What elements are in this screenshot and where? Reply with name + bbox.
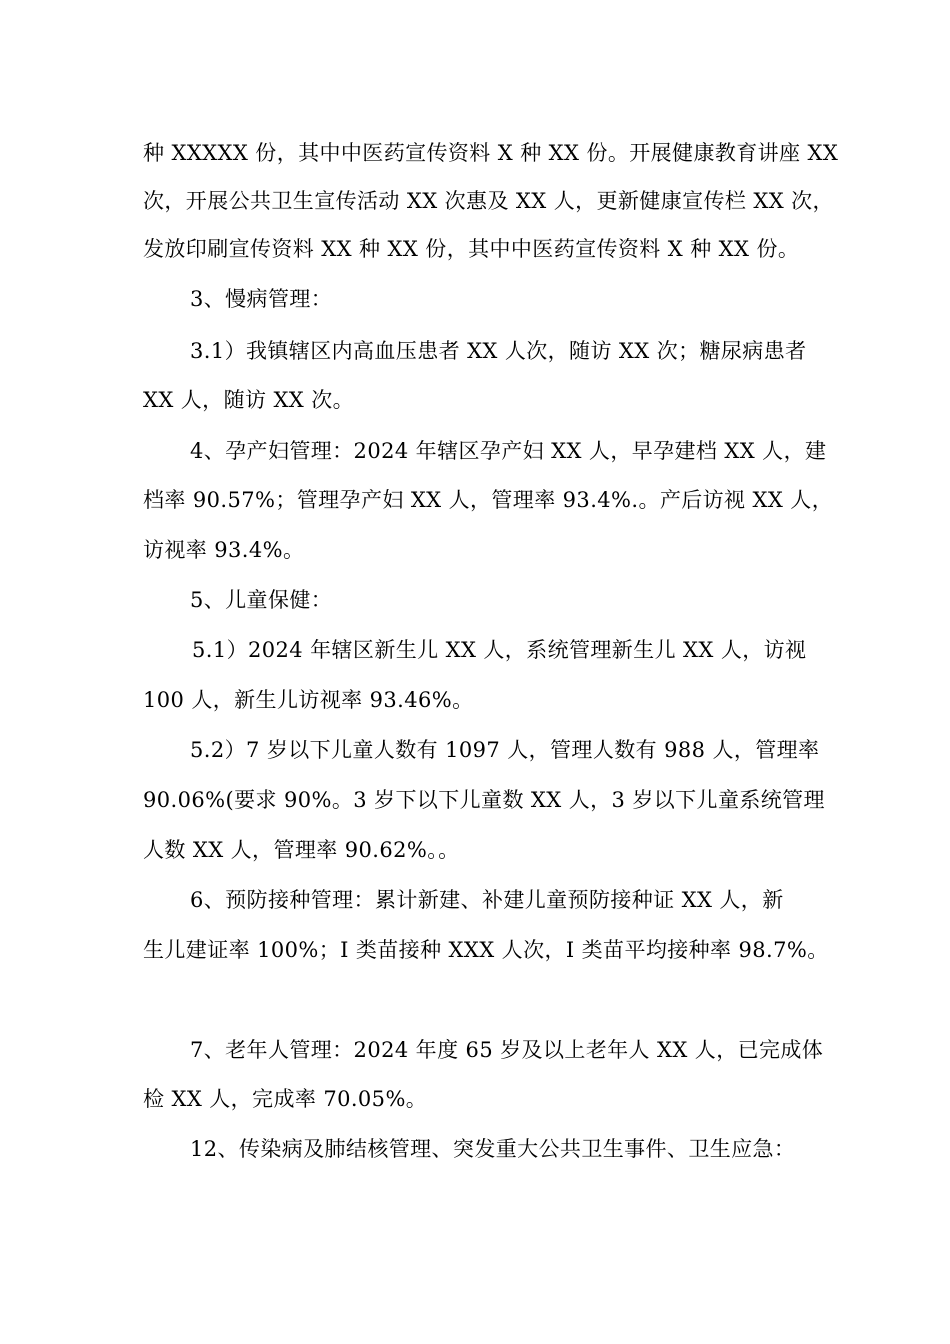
text-line: 3.1）我镇辖区内高血压患者 XX 人次，随访 XX 次；糖尿病患者 — [190, 339, 807, 363]
section-heading: 3、慢病管理： — [190, 287, 333, 311]
text-line: 检 XX 人，完成率 70.05%。 — [143, 1087, 428, 1111]
section-heading: 7、老年人管理：2024 年度 65 岁及以上老年人 XX 人，已完成体 — [190, 1038, 824, 1062]
section-heading: 4、孕产妇管理：2024 年辖区孕产妇 XX 人，早孕建档 XX 人，建 — [190, 439, 827, 463]
text-line: 种 XXXXX 份，其中中医药宣传资料 X 种 XX 份。开展健康教育讲座 XX — [143, 141, 839, 165]
text-line: 5.1）2024 年辖区新生儿 XX 人，系统管理新生儿 XX 人，访视 — [192, 638, 807, 662]
text-line: 档率 90.57%；管理孕产妇 XX 人，管理率 93.4%.。产后访视 XX 人， — [143, 488, 834, 512]
text-line: 90.06%(要求 90%。3 岁下以下儿童数 XX 人，3 岁以下儿童系统管理 — [143, 788, 825, 812]
section-heading: 6、预防接种管理：累计新建、补建儿童预防接种证 XX 人，新 — [190, 888, 784, 912]
text-line: XX 人，随访 XX 次。 — [143, 388, 355, 412]
section-heading: 12、传染病及肺结核管理、突发重大公共卫生事件、卫生应急： — [190, 1137, 796, 1161]
text-line: 访视率 93.4%。 — [143, 538, 305, 562]
text-line: 100 人，新生儿访视率 93.46%。 — [143, 688, 474, 712]
text-line: 次，开展公共卫生宣传活动 XX 次惠及 XX 人，更新健康宣传栏 XX 次， — [143, 189, 834, 213]
text-line: 5.2）7 岁以下儿童人数有 1097 人，管理人数有 988 人，管理率 — [190, 738, 820, 762]
text-line: 发放印刷宣传资料 XX 种 XX 份，其中中医药宣传资料 X 种 XX 份。 — [143, 237, 800, 261]
text-line: 生儿建证率 100%；I 类苗接种 XXX 人次，I 类苗平均接种率 98.7%。 — [143, 938, 829, 962]
section-heading: 5、儿童保健： — [190, 588, 333, 612]
text-line: 人数 XX 人，管理率 90.62%。。 — [143, 838, 460, 862]
